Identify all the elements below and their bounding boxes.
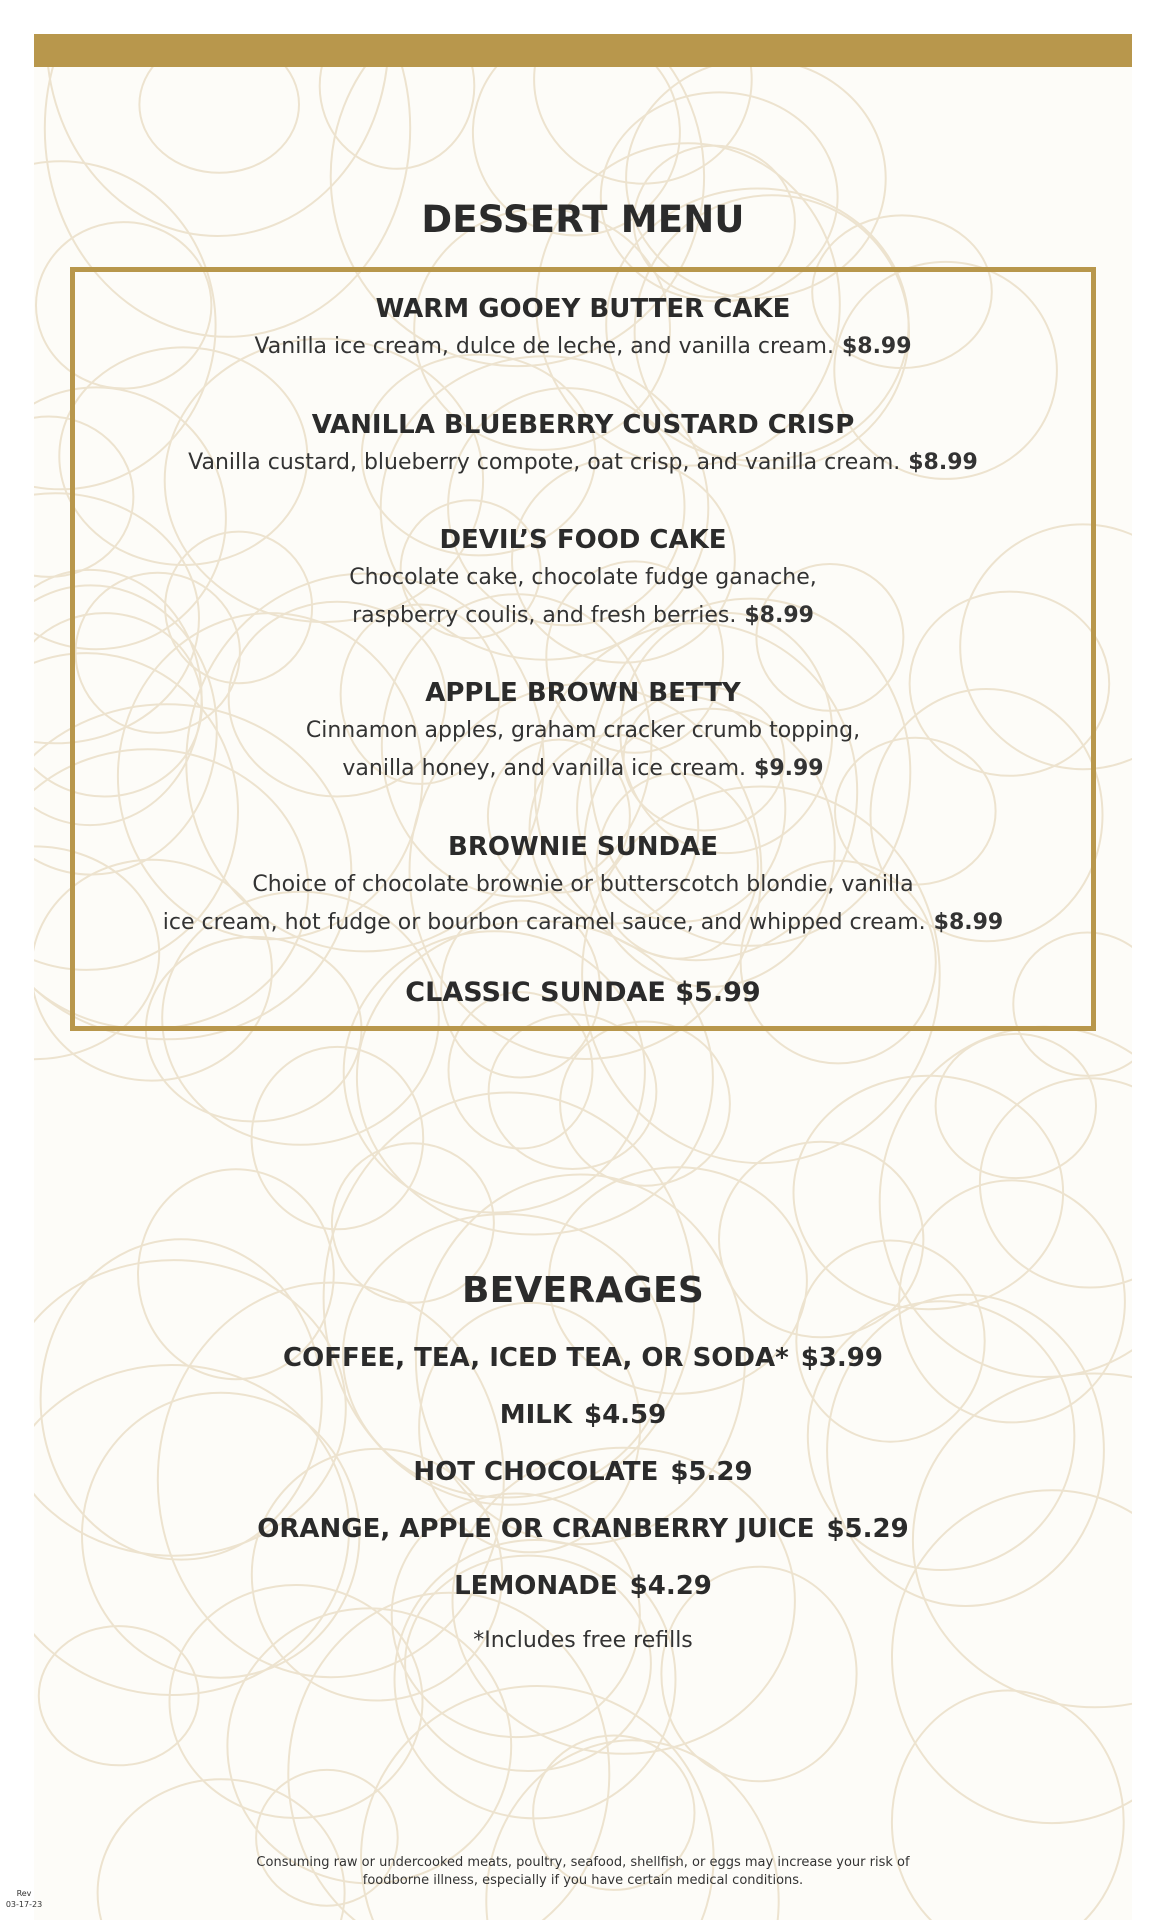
swirl-ring xyxy=(626,59,886,298)
dessert-item-description xyxy=(0,444,1166,482)
dessert-item-desc-line: ice cream, hot fudge or bourbon caramel sauce, and whipped cream. xyxy=(162,910,926,935)
beverage-name: HOT CHOCOLATE xyxy=(413,1457,659,1487)
beverage-item xyxy=(0,1568,1166,1604)
dessert-item-name: DEVIL’S FOOD CAKE xyxy=(439,525,727,555)
dessert-item-description xyxy=(0,712,1166,788)
beverage-item xyxy=(0,1397,1166,1433)
beverage-price: $4.29 xyxy=(629,1571,712,1601)
beverages-title: BEVERAGES xyxy=(462,1270,704,1311)
revision-stamp xyxy=(4,1888,44,1910)
dessert-item xyxy=(0,674,1166,788)
dessert-item-desc-line: raspberry coulis, and fresh berries. xyxy=(352,603,737,628)
dessert-item-name: BROWNIE SUNDAE xyxy=(448,832,718,862)
dessert-item-desc-line: Chocolate cake, chocolate fudge ganache, xyxy=(349,565,817,590)
swirl-ring xyxy=(252,1047,424,1229)
dessert-item-description xyxy=(0,559,1166,635)
dessert-item-description xyxy=(0,866,1166,942)
beverage-name: ORANGE, APPLE OR CRANBERRY JUICE xyxy=(257,1514,815,1544)
dessert-item-price: $8.99 xyxy=(933,910,1004,935)
dessert-item-price: $8.99 xyxy=(908,450,978,475)
beverage-item xyxy=(0,1340,1166,1376)
beverage-name: MILK xyxy=(499,1400,572,1430)
swirl-ring xyxy=(486,1740,778,1920)
dessert-item-desc-line: vanilla honey, and vanilla ice cream. xyxy=(342,756,747,781)
dessert-item-price: $8.99 xyxy=(744,603,814,628)
refills-note: *Includes free refills xyxy=(473,1628,693,1653)
beverage-item xyxy=(0,1511,1166,1547)
dessert-item-desc-line: Vanilla custard, blueberry compote, oat crisp, and vanilla cream. xyxy=(188,450,901,475)
dessert-menu-title: DESSERT MENU xyxy=(421,198,745,241)
classic-sundae-item: CLASSIC SUNDAE $5.99 xyxy=(405,977,761,1008)
dessert-item-desc-line: Choice of chocolate brownie or butterscotch blondie, vanilla xyxy=(252,872,914,897)
beverage-name: COFFEE, TEA, ICED TEA, OR SODA* xyxy=(283,1343,789,1373)
beverage-item xyxy=(0,1454,1166,1490)
top-gold-bar xyxy=(34,34,1132,67)
dessert-item-price: $8.99 xyxy=(841,334,912,359)
swirl-ring xyxy=(98,1779,345,1920)
beverage-name: LEMONADE xyxy=(454,1571,618,1601)
revision-label: Rev xyxy=(16,1889,32,1898)
dessert-item xyxy=(0,521,1166,635)
dessert-item-description xyxy=(0,328,1166,366)
food-safety-disclaimer xyxy=(0,1854,1166,1890)
beverage-price: $4.59 xyxy=(584,1400,667,1430)
dessert-item-desc-line: Vanilla ice cream, dulce de leche, and vanilla cream. xyxy=(254,334,834,359)
dessert-item-name: VANILLA BLUEBERRY CUSTARD CRISP xyxy=(311,410,855,440)
beverage-price: $5.29 xyxy=(826,1514,909,1544)
swirl-ring xyxy=(980,1078,1132,1287)
revision-date: 03-17-23 xyxy=(5,1900,43,1909)
disclaimer-line: Consuming raw or undercooked meats, poultry, seafood, shellfish, or eggs may increase your risk of xyxy=(256,1855,910,1870)
dessert-item-name: WARM GOOEY BUTTER CAKE xyxy=(375,294,791,324)
dessert-item-price: $9.99 xyxy=(754,756,824,781)
dessert-item xyxy=(0,290,1166,366)
dessert-item-name: APPLE BROWN BETTY xyxy=(425,678,741,708)
disclaimer-line: foodborne illness, especially if you have certain medical conditions. xyxy=(362,1873,804,1888)
dessert-item-desc-line: Cinnamon apples, graham cracker crumb topping, xyxy=(305,718,861,743)
dessert-item xyxy=(0,828,1166,942)
swirl-ring xyxy=(170,1585,423,1818)
dessert-item xyxy=(0,406,1166,482)
beverage-price: $3.99 xyxy=(800,1343,883,1373)
beverage-price: $5.29 xyxy=(670,1457,753,1487)
